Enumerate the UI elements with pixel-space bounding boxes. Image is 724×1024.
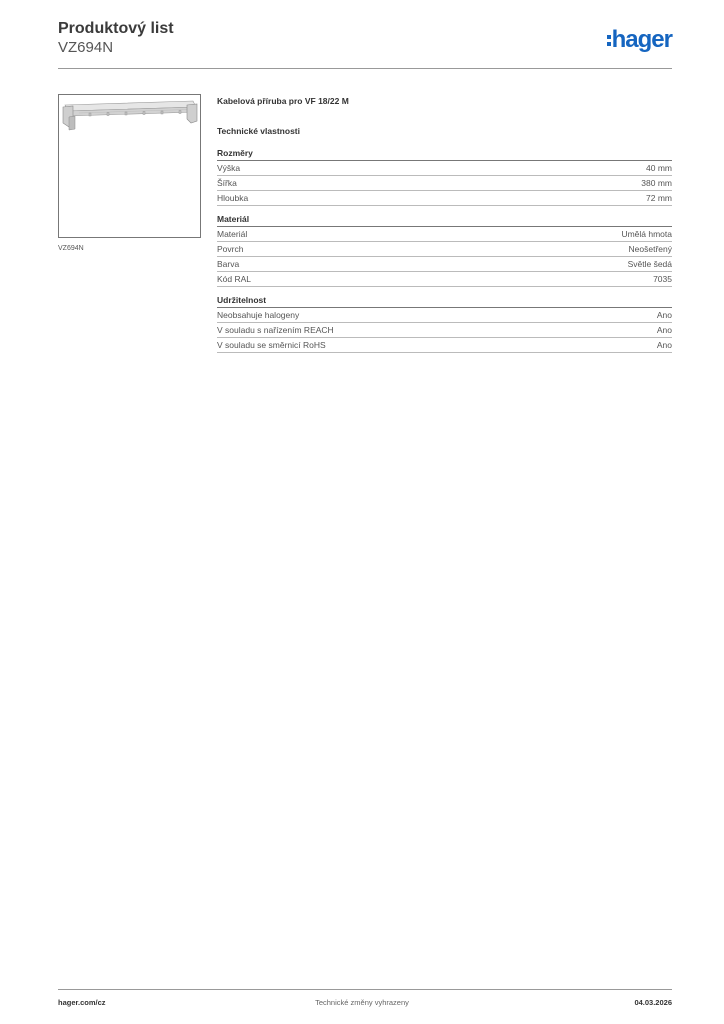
header-divider	[58, 68, 672, 69]
row-value: Umělá hmota	[621, 229, 672, 239]
row-label: Hloubka	[217, 193, 249, 203]
row-value: 7035	[653, 274, 672, 284]
hager-logo[interactable]	[607, 28, 672, 52]
page-title: Produktový list	[58, 20, 174, 37]
row-label: V souladu s nařízením REACH	[217, 325, 334, 335]
table-row	[217, 308, 672, 323]
logo-dots-icon	[607, 32, 611, 49]
footer-website-link[interactable]: hager.com/cz	[58, 998, 106, 1007]
table-row	[217, 323, 672, 338]
row-value: 40 mm	[646, 163, 672, 173]
row-label: Materiál	[217, 229, 248, 239]
footer-date: 04.03.2026	[634, 998, 672, 1007]
image-caption: VZ694N	[58, 245, 84, 252]
row-value: Ano	[656, 325, 672, 335]
row-value: Ano	[656, 340, 672, 350]
table-row	[217, 272, 672, 287]
section-material	[217, 214, 672, 287]
product-code: VZ694N	[58, 39, 114, 56]
product-image-frame	[58, 94, 201, 238]
row-label: Povrch	[217, 244, 244, 254]
footer-divider	[58, 989, 672, 990]
row-label: Šířka	[217, 178, 237, 188]
row-value: 72 mm	[646, 193, 672, 203]
section-title: Rozměry	[217, 148, 672, 161]
table-row	[217, 257, 672, 272]
section-dimensions	[217, 148, 672, 206]
row-label: Neobsahuje halogeny	[217, 310, 300, 320]
table-row	[217, 242, 672, 257]
product-image	[59, 95, 200, 237]
row-value: Ano	[656, 310, 672, 320]
table-row	[217, 227, 672, 242]
row-label: Barva	[217, 259, 240, 269]
row-label: Výška	[217, 163, 241, 173]
tech-properties-heading: Technické vlastnosti	[217, 126, 300, 136]
section-title: Materiál	[217, 214, 672, 227]
product-name: Kabelová příruba pro VF 18/22 M	[217, 96, 349, 106]
table-row	[217, 338, 672, 353]
section-sustainability	[217, 295, 672, 353]
row-label: Kód RAL	[217, 274, 252, 284]
row-label: V souladu se směrnicí RoHS	[217, 340, 326, 350]
section-title: Udržitelnost	[217, 295, 672, 308]
product-details	[217, 96, 672, 353]
row-value: 380 mm	[641, 178, 672, 188]
row-value: Neošetřený	[628, 244, 672, 254]
table-row	[217, 191, 672, 206]
table-row	[217, 161, 672, 176]
footer-note: Technické změny vyhrazeny	[315, 998, 409, 1007]
logo-text: hager	[611, 26, 672, 53]
table-row	[217, 176, 672, 191]
row-value: Světle šedá	[627, 259, 672, 269]
